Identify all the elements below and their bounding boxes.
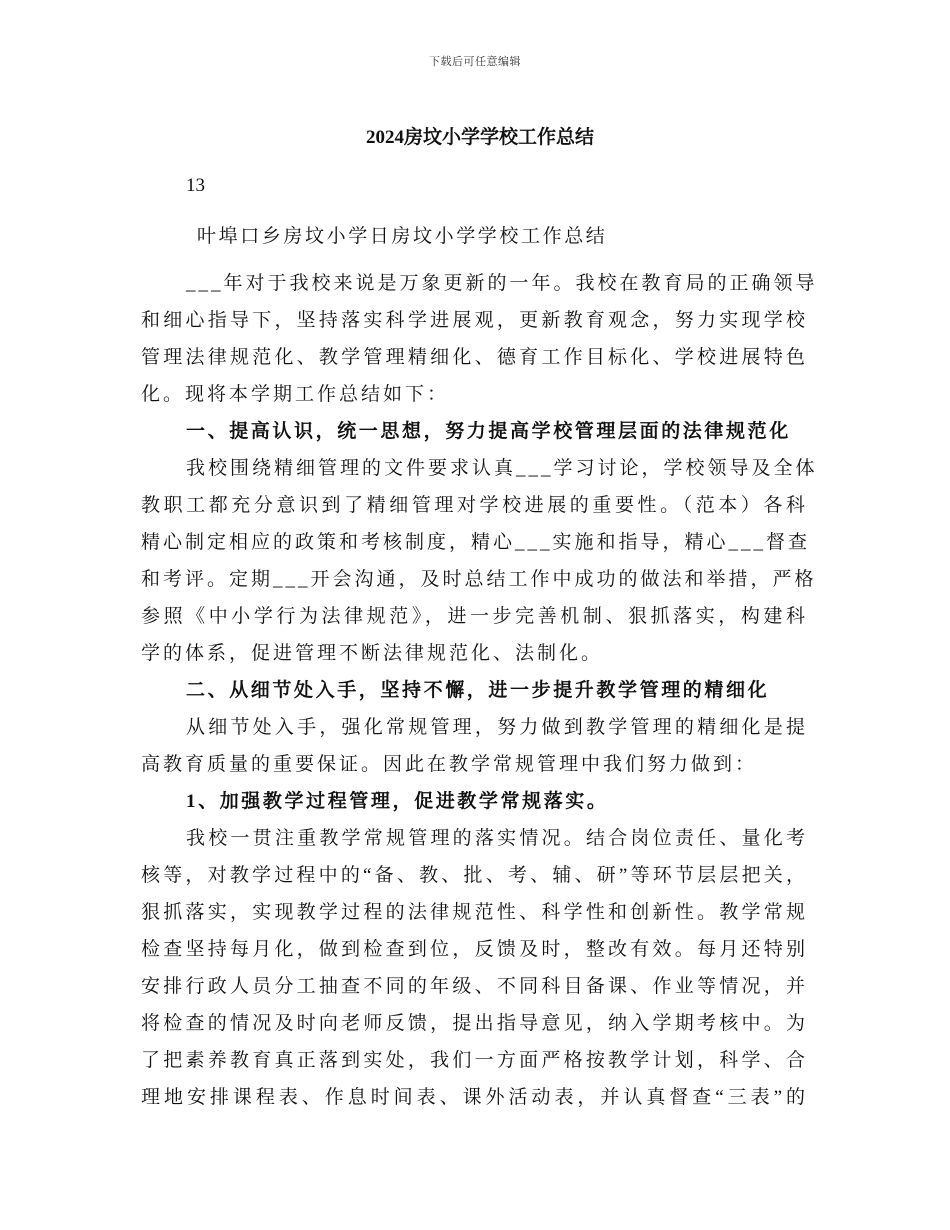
subsection-heading: 1、加强教学过程管理，促进教学常规落实。 [186, 791, 609, 812]
document-number: 13 [186, 175, 205, 196]
paragraph-line: 化。现将本学期工作总结如下： [141, 384, 450, 405]
paragraph-line: 检查坚持每月化，做到检查到位，反馈及时，整改有效。每月还特别 [141, 939, 808, 960]
document-body [141, 265, 818, 1116]
paragraph-line: 理地安排课程表、作息时间表、课外活动表，并认真督查“三表”的 [141, 1087, 808, 1108]
section-heading: 二、从细节处入手，坚持不懈，进一步提升教学管理的精细化 [186, 680, 770, 701]
section-heading: 一、提高认识，统一思想，努力提高学校管理层面的法律规范化 [186, 421, 791, 442]
paragraph-line: 我校围绕精细管理的文件要求认真___学习讨论，学校领导及全体 [186, 458, 818, 479]
page-header-note: 下载后可任意编辑 [429, 56, 521, 68]
document-subtitle: 叶埠口乡房坟小学日房坟小学学校工作总结 [197, 226, 608, 247]
paragraph-line: 和考评。定期___开会沟通，及时总结工作中成功的做法和举措，严格 [141, 569, 817, 590]
paragraph-line: 管理法律规范化、教学管理精细化、德育工作目标化、学校进展特色 [141, 347, 808, 368]
paragraph-line: 学的体系，促进管理不断法律规范化、法制化。 [141, 643, 604, 664]
paragraph-line: 核等，对教学过程中的“备、教、批、考、辅、研”等环节层层把关， [141, 865, 808, 886]
paragraph-line: 将检查的情况及时向老师反馈，提出指导意见，纳入学期考核中。为 [141, 1013, 808, 1034]
paragraph-line: 参照《中小学行为法律规范》，进一步完善机制、狠抓落实，构建科 [141, 606, 808, 627]
paragraph-line: 高教育质量的重要保证。因此在教学常规管理中我们努力做到： [141, 754, 758, 775]
paragraph-line: 和细心指导下，坚持落实科学进展观，更新教育观念，努力实现学校 [141, 310, 808, 331]
paragraph-line: 狠抓落实，实现教学过程的法律规范性、科学性和创新性。教学常规 [141, 902, 808, 923]
paragraph-line: 了把素养教育真正落到实处，我们一方面严格按教学计划，科学、合 [141, 1050, 808, 1071]
paragraph-line: 我校一贯注重教学常规管理的落实情况。结合岗位责任、量化考 [186, 828, 808, 849]
document-title: 2024房坟小学学校工作总结 [366, 127, 595, 148]
paragraph-line: 精心制定相应的政策和考核制度，精心___实施和指导，精心___督查 [141, 532, 811, 553]
paragraph-line: 教职工都充分意识到了精细管理对学校进展的重要性。（范本）各科 [141, 495, 808, 516]
paragraph-line: ___年对于我校来说是万象更新的一年。我校在教育局的正确领导 [186, 273, 818, 294]
paragraph-line: 从细节处入手，强化常规管理，努力做到教学管理的精细化是提 [186, 717, 808, 738]
paragraph-line: 安排行政人员分工抽查不同的年级、不同科目备课、作业等情况，并 [141, 976, 808, 997]
